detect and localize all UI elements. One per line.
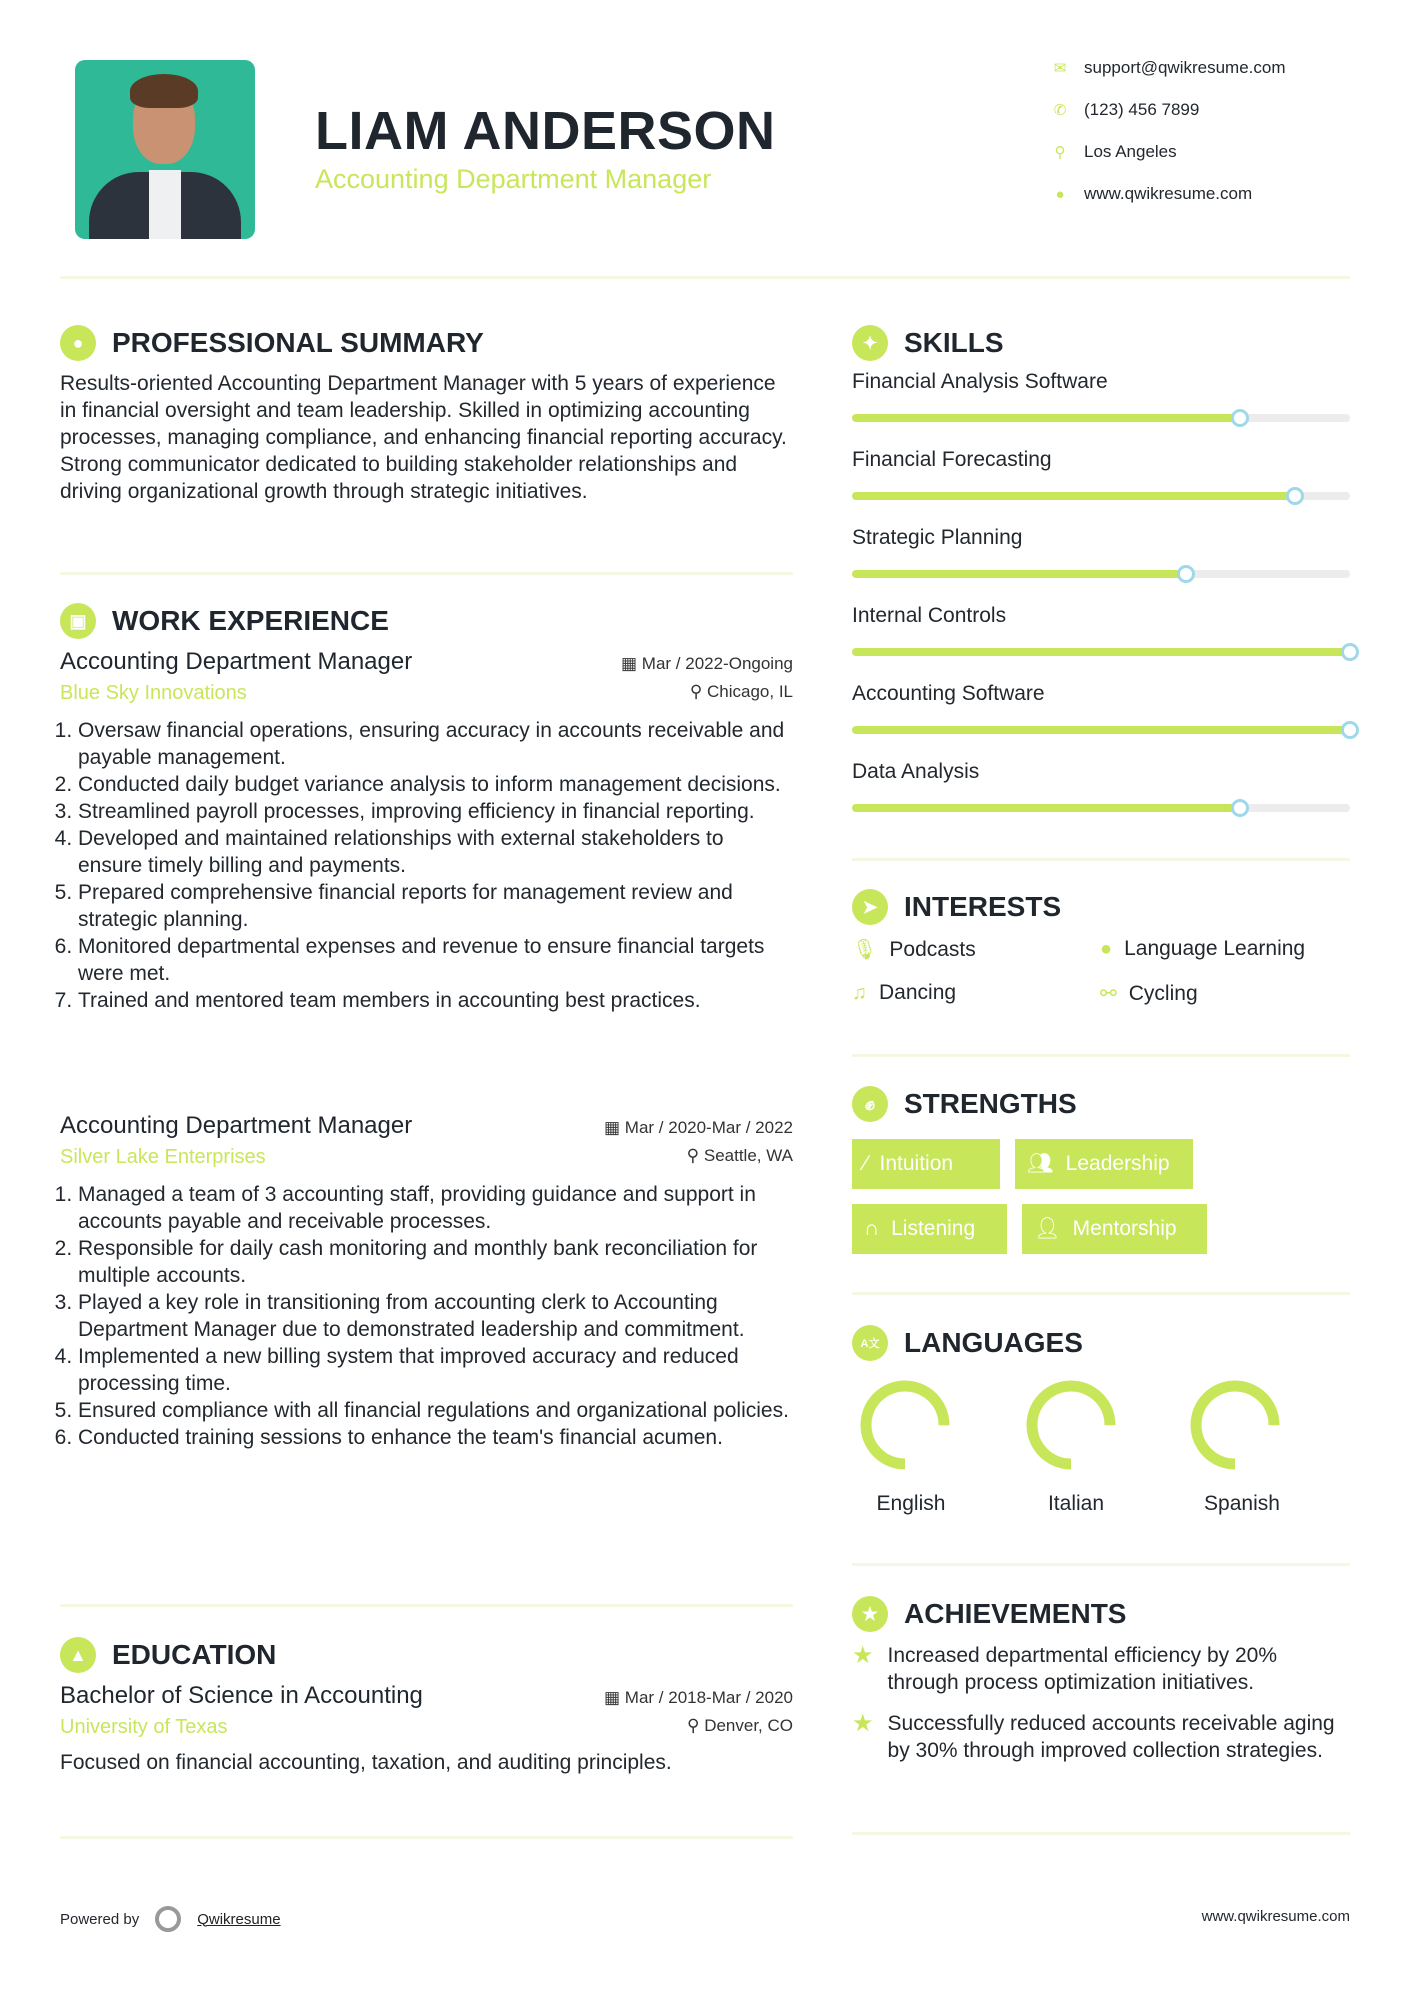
- language-ring: [1196, 1386, 1274, 1464]
- skill-knob: [1286, 487, 1304, 505]
- powered-by-text: Powered by: [60, 1910, 140, 1928]
- interest-item: 🎙︎ Podcasts: [852, 937, 976, 961]
- music-icon: ♫: [852, 981, 867, 1004]
- profile-photo: [75, 60, 255, 239]
- achievement-item: ★ Successfully reduced accounts receivable aging by 30% through improved collection strategies.: [852, 1710, 1335, 1762]
- degree: Bachelor of Science in Accounting: [60, 1682, 423, 1709]
- users-icon: 👥︎: [1027, 1152, 1054, 1175]
- microphone-icon: 🎙︎: [852, 939, 878, 961]
- bullet: 5. Ensured compliance with all financial regulations and organizational policies.: [78, 1397, 793, 1424]
- user-plus-icon: 👤︎: [1034, 1217, 1061, 1240]
- skill-label: Accounting Software: [852, 682, 1045, 705]
- footer-brand: [60, 1906, 281, 1932]
- divider: [60, 1604, 793, 1607]
- skill-bar: [852, 414, 1350, 422]
- divider: [852, 858, 1350, 861]
- skill-knob: [1231, 409, 1249, 427]
- skill-knob: [1341, 643, 1359, 661]
- education-date: ▦ Mar / 2018-Mar / 2020: [604, 1688, 793, 1707]
- skill-fill: [852, 648, 1350, 656]
- language-ring: [866, 1386, 944, 1464]
- strength-chip: 👤︎ Mentorship: [1022, 1204, 1207, 1254]
- strength-chip: 👥︎ Leadership: [1015, 1139, 1193, 1189]
- education-location: ⚲ Denver, CO: [687, 1716, 793, 1735]
- divider: [852, 1832, 1350, 1835]
- bullet: 2. Conducted daily budget variance analysis to inform management decisions.: [78, 771, 793, 798]
- interest-item: ♫ Dancing: [852, 981, 957, 1004]
- company-name: Silver Lake Enterprises: [60, 1146, 266, 1168]
- divider: [60, 572, 793, 575]
- interest-item: ● Language Learning: [1100, 937, 1306, 960]
- divider: [60, 276, 1350, 279]
- language-ring: [1032, 1386, 1110, 1464]
- phone-icon: ✆: [1053, 102, 1067, 119]
- bullet: 1. Managed a team of 3 accounting staff, providing guidance and support in accounts payable and receivable processes.: [78, 1181, 793, 1235]
- skill-knob: [1177, 565, 1195, 583]
- headphones-icon: ∩: [864, 1217, 880, 1240]
- skill-item: [852, 370, 1352, 422]
- achievement-item: ★ Increased departmental efficiency by 20% through process optimization initiatives.: [852, 1642, 1278, 1694]
- skill-label: Strategic Planning: [852, 526, 1023, 549]
- bullet: 4. Developed and maintained relationships with external stakeholders to ensure timely billing and payments.: [78, 825, 793, 879]
- summary-heading: ● PROFESSIONAL SUMMARY: [60, 325, 484, 361]
- school-name: University of Texas: [60, 1716, 228, 1738]
- job-entry: [60, 1112, 793, 1451]
- job-bullets: [60, 717, 793, 1014]
- skill-bar: [852, 726, 1350, 734]
- divider: [852, 1292, 1350, 1295]
- brand-link[interactable]: Qwikresume: [197, 1910, 281, 1928]
- contact-location: [1052, 142, 1177, 162]
- skills-heading: ✦ SKILLS: [852, 325, 1004, 361]
- work-heading: ▣ WORK EXPERIENCE: [60, 603, 389, 639]
- contact-text: (123) 456 7899: [1084, 100, 1200, 119]
- qwikresume-logo-icon: [155, 1906, 181, 1932]
- bullet: 7. Trained and mentored team members in accounting best practices.: [78, 987, 793, 1014]
- contact-text: www.qwikresume.com: [1084, 184, 1253, 203]
- strength-chip: ∩ Listening: [852, 1204, 1007, 1254]
- lightbulb-icon: ✦: [852, 325, 888, 361]
- skill-label: Financial Analysis Software: [852, 370, 1108, 393]
- job-entry: [60, 648, 793, 1014]
- translate-icon: A文: [852, 1325, 888, 1361]
- star-icon: ★: [852, 1642, 874, 1669]
- job-title: Accounting Department Manager: [60, 1112, 413, 1139]
- skill-fill: [852, 804, 1240, 812]
- skill-knob: [1231, 799, 1249, 817]
- graduation-icon: ▲: [60, 1637, 96, 1673]
- bicycle-icon: ⚯: [1100, 983, 1117, 1005]
- skill-item: [852, 760, 1352, 812]
- strength-chip: ⁄ Intuition: [852, 1139, 1000, 1189]
- skill-knob: [1341, 721, 1359, 739]
- job-title: Accounting Department Manager: [60, 648, 413, 675]
- globe-icon: ●: [1055, 185, 1065, 203]
- bullet: 6. Conducted training sessions to enhance the team's financial acumen.: [78, 1424, 793, 1451]
- skill-label: Data Analysis: [852, 760, 980, 783]
- contact-website[interactable]: [1052, 184, 1252, 204]
- contact-phone[interactable]: [1052, 100, 1199, 120]
- skill-fill: [852, 570, 1186, 578]
- education-entry: [60, 1682, 793, 1776]
- skill-item: [852, 526, 1352, 578]
- skill-item: [852, 682, 1352, 734]
- achievements-heading: ★ ACHIEVEMENTS: [852, 1596, 1126, 1632]
- candidate-name: LIAM ANDERSON: [315, 101, 776, 161]
- skill-fill: [852, 414, 1240, 422]
- bullet: 3. Played a key role in transitioning from accounting clerk to Accounting Department Manager due to demonstrated leadership and commitment.: [78, 1289, 793, 1343]
- skill-fill: [852, 726, 1350, 734]
- star-icon: ★: [852, 1710, 874, 1737]
- job-location: ⚲ Chicago, IL: [689, 682, 793, 701]
- job-date: ▦ Mar / 2022-Ongoing: [621, 654, 793, 673]
- interests-heading: ➤ INTERESTS: [852, 889, 1061, 925]
- paper-plane-icon: ➤: [852, 889, 888, 925]
- skill-bar: [852, 492, 1350, 500]
- summary-text: Results-oriented Accounting Department Manager with 5 years of experience in financial oversight and team leadership. Skilled in optimizing accounting processes, managing compliance, and enhancing financial reporting accuracy. Strong communicator dedicated to building stakeholder relationships and driving organizational growth through strategic initiatives.: [60, 372, 787, 503]
- job-date: ▦ Mar / 2020-Mar / 2022: [604, 1118, 793, 1137]
- strengths-heading: ✊︎ STRENGTHS: [852, 1086, 1077, 1122]
- divider: [852, 1054, 1350, 1057]
- company-name: Blue Sky Innovations: [60, 682, 247, 704]
- bullet: 4. Implemented a new billing system that improved accuracy and reduced processing time.: [78, 1343, 793, 1397]
- divider: [852, 1563, 1350, 1566]
- envelope-icon: ✉: [1053, 60, 1067, 77]
- skill-bar: [852, 648, 1350, 656]
- star-icon: ★: [852, 1596, 888, 1632]
- education-text: Focused on financial accounting, taxation, and auditing principles.: [60, 1751, 672, 1774]
- languages-heading: A文 LANGUAGES: [852, 1325, 1083, 1361]
- skill-fill: [852, 492, 1295, 500]
- education-heading: ▲ EDUCATION: [60, 1637, 276, 1673]
- user-icon: ●: [60, 325, 96, 361]
- bullet: 5. Prepared comprehensive financial reports for management review and strategic planning.: [78, 879, 793, 933]
- bullet: 3. Streamlined payroll processes, improving efficiency in financial reporting.: [78, 798, 793, 825]
- skills-list: [852, 370, 1352, 838]
- map-pin-icon: ⚲: [1054, 144, 1066, 161]
- skill-bar: [852, 804, 1350, 812]
- job-location: ⚲ Seattle, WA: [686, 1146, 793, 1165]
- magic-wand-icon: ⁄: [864, 1152, 868, 1175]
- contact-text: Los Angeles: [1084, 142, 1177, 161]
- language-label: Italian: [1047, 1492, 1105, 1515]
- skill-item: [852, 448, 1352, 500]
- language-rings: [852, 1370, 1352, 1480]
- contact-text: support@qwikresume.com: [1084, 58, 1286, 77]
- language-label: Spanish: [1204, 1492, 1280, 1515]
- language-label: English: [876, 1492, 946, 1515]
- divider: [60, 1836, 793, 1839]
- candidate-title: Accounting Department Manager: [315, 164, 712, 194]
- fist-icon: ✊︎: [852, 1086, 888, 1122]
- briefcase-icon: ▣: [60, 603, 96, 639]
- globe-icon: ●: [1100, 937, 1113, 960]
- interest-item: ⚯ Cycling: [1100, 981, 1198, 1005]
- bullet: 1. Oversaw financial operations, ensuring accuracy in accounts receivable and payable management.: [78, 717, 793, 771]
- skill-label: Financial Forecasting: [852, 448, 1052, 471]
- footer-site[interactable]: www.qwikresume.com: [1201, 1908, 1350, 1925]
- job-bullets: [60, 1181, 793, 1451]
- bullet: 6. Monitored departmental expenses and revenue to ensure financial targets were met.: [78, 933, 793, 987]
- bullet: 2. Responsible for daily cash monitoring and monthly bank reconciliation for multiple accounts.: [78, 1235, 793, 1289]
- skill-bar: [852, 570, 1350, 578]
- skill-label: Internal Controls: [852, 604, 1007, 627]
- skill-item: [852, 604, 1352, 656]
- contact-email[interactable]: [1052, 58, 1286, 78]
